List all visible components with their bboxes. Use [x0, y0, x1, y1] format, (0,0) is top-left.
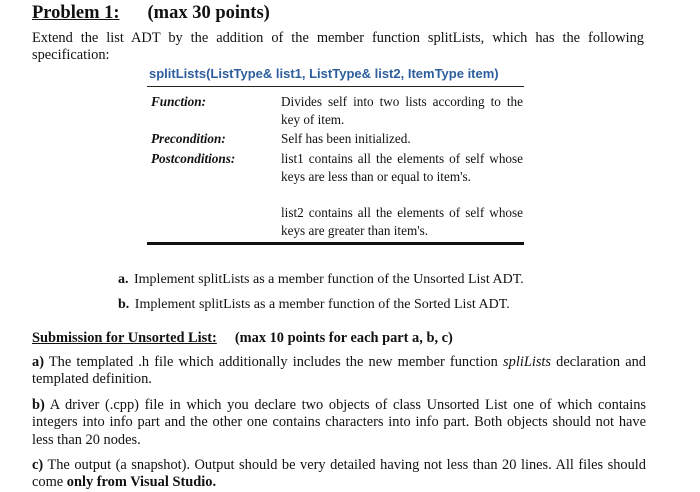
part-b-text: Implement splitLists as a member function of the Sorted List ADT.: [134, 297, 510, 312]
spec-bottom-rule: [147, 242, 524, 245]
problem-points: (max 30 points): [147, 3, 270, 23]
spec-text-postcondition-2: list2 contains all the elements of self whose keys are greater than item's.: [281, 205, 523, 238]
part-b-marker: b.: [118, 297, 130, 312]
part-b: [118, 297, 510, 313]
submission-item-c: [32, 457, 646, 492]
submission-item-a-text-1: The templated .h file which additionally includes the new member function: [48, 354, 504, 370]
submission-item-a: [32, 354, 646, 389]
submission-item-a-emphasis: spliLists: [503, 354, 552, 370]
part-a: [118, 272, 524, 288]
spec-signature: splitLists(ListType& list1, ListType& list2, ItemType item): [149, 66, 499, 81]
spec-label-postconditions: Postconditions:: [151, 151, 236, 166]
spec-text-function: Divides self into two lists according to the key of item.: [281, 94, 523, 127]
submission-item-b-marker: b): [32, 397, 45, 413]
problem-number: Problem 1:: [32, 3, 120, 23]
submission-item-c-marker: c): [32, 457, 44, 473]
spec-label-function: Function:: [151, 94, 206, 109]
spec-text-precondition: Self has been initialized.: [281, 131, 411, 146]
part-a-marker: a.: [118, 272, 129, 287]
submission-item-c-text-1: The output (a snapshot). Output should be very detailed having not less than 20 lines. All files should come: [32, 457, 646, 491]
submission-item-b-text: A driver (.cpp) file in which you declare two objects of class Unsorted List one of which contains integers into info part and the other one contains characters into info part. Both objects should not have less than 20 nodes.: [32, 397, 646, 448]
submission-heading: [32, 330, 453, 347]
problem-title: [32, 3, 270, 24]
part-a-text: Implement splitLists as a member function of the Unsorted List ADT.: [134, 272, 524, 287]
submission-item-c-emphasis: only from Visual Studio.: [66, 474, 217, 491]
submission-item-a-marker: a): [32, 354, 44, 370]
spec-top-rule: [147, 86, 524, 87]
spec-text-postcondition-1: list1 contains all the elements of self whose keys are less than or equal to item's.: [281, 151, 523, 184]
submission-points: (max 10 points for each part a, b, c): [234, 330, 453, 346]
submission-item-b: [32, 397, 646, 449]
submission-title: Submission for Unsorted List:: [32, 330, 217, 346]
submission-item-a-text-2: declaration and templated definition.: [32, 354, 647, 388]
spec-label-precondition: Precondition:: [151, 131, 226, 146]
intro-paragraph: Extend the list ADT by the addition of the member function splitLists, which has the following specification:: [32, 30, 644, 63]
